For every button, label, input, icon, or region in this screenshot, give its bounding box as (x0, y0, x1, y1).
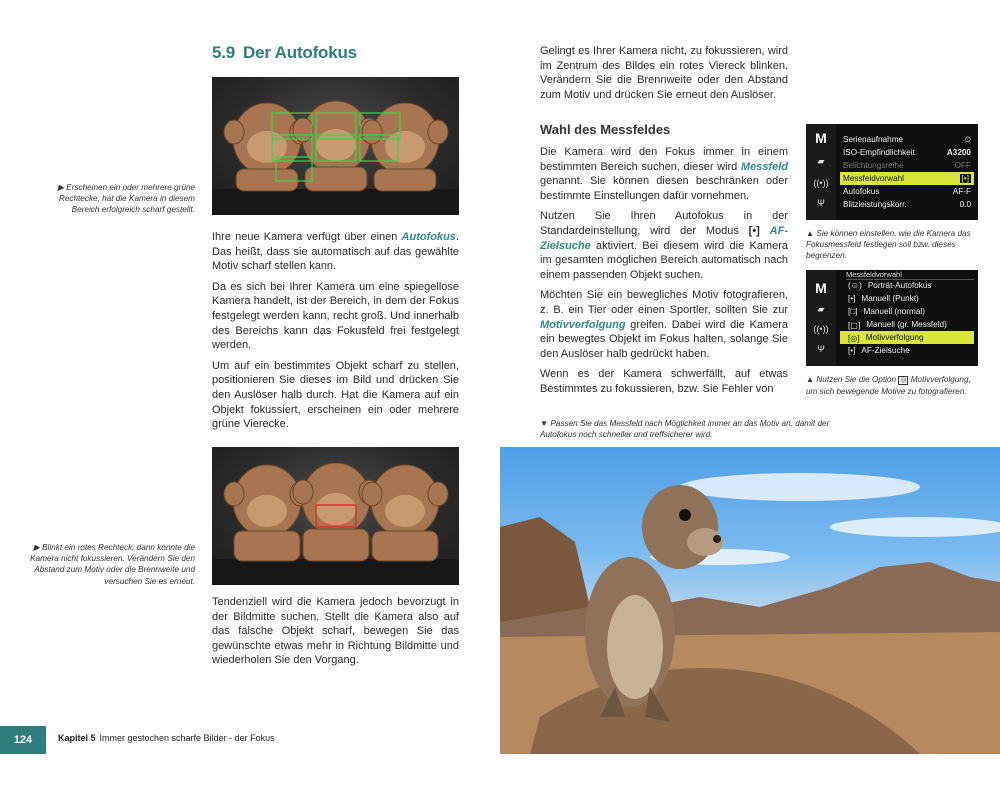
section-heading (212, 43, 357, 63)
wireless-icon: ((•)) (813, 178, 829, 188)
keyword-af-zielsuche: AF-Zielsuche (540, 224, 788, 252)
wrench-icon: Ψ (817, 198, 825, 208)
camera-icon: ▰ (817, 156, 825, 166)
mode-m-icon: M (815, 130, 827, 146)
paragraph-af-zielsuche: Nutzen Sie Ihren Autofokus in der Standardeinstellung, wird der Modus [•] AF-Zielsuche aktiviert. Bei diesem wird die Kamera im gesamten möglichen Bereich automatisch nach einem passenden Objekt suchen. (540, 210, 788, 281)
paragraph-objekt-scharf: Um auf ein bestimmtes Objekt scharf zu stellen, positionieren Sie dieses im Bild und drücken Sie den Auslöser halb durch. Hat die Kamera auf ein Objekt fokussiert, erscheinen ein oder mehrere grüne Vierecke. (212, 359, 459, 431)
paragraph-rotes-viereck: Gelingt es Ihrer Kamera nicht, zu fokussieren, wird im Zentrum des Bildes ein rotes Viereck blinken. Verändern Sie die Brennweite oder den Abstand zum Motiv und drücken Sie erneut den Auslöser. (540, 45, 788, 101)
menu2-row-manuell-punkt[interactable]: [•] Manuell (Punkt) (848, 294, 919, 303)
paragraph-schwerfaellt: Wenn es der Kamera schwerfällt, auf etwas Bestimmtes zu fokussieren, bzw. Sie Fehler von (540, 368, 788, 395)
chapter-footer (58, 733, 275, 743)
menu1-row-serienaufnahme[interactable]: Serienaufnahme ⏲ (843, 134, 971, 144)
camera-menu-1 (806, 124, 978, 220)
keyword-messfeld: Messfeld (740, 160, 788, 173)
chapter-title: Immer gestochen scharfe Bilder - der Fokus (99, 733, 275, 743)
caption-menu-2: ▲ Nutzen Sie die Option ◎ Motivverfolgung, um sich bewegende Motive zu fotografieren. (806, 375, 971, 397)
menu2-title: Messfeldvorwahl (846, 270, 974, 280)
monkeys-illustration (212, 77, 459, 215)
section-number: 5.9 (212, 43, 236, 62)
wireless-icon-2: ((•)) (813, 324, 829, 334)
left-column-text-2 (212, 595, 459, 674)
menu1-row-autofokus[interactable]: Autofokus AF-F (843, 187, 971, 196)
wrench-icon-2: Ψ (817, 344, 825, 354)
monkeys-photo-green-focus (212, 77, 459, 215)
paragraph-bildmitte: Tendenziell wird die Kamera jedoch bevorzugt in der Bildmitte suchen. Stellt die Kamera also auf das falsche Objekt scharf, bewegen Sie das gewünschte etwas mehr in Richtung Bildmitte und wiederholen Sie den Vorgang. (212, 596, 459, 667)
monkeys-photo-red-focus (212, 447, 459, 585)
menu2-row-af-zielsuche[interactable]: [•] AF-Zielsuche (848, 346, 910, 355)
chapter-label: Kapitel 5 (58, 733, 96, 743)
paragraph-autofokus: Ihre neue Kamera verfügt über einen Autofokus. Das heißt, dass sie automatisch auf das gewählte Motiv scharf stellen kann. (212, 231, 459, 273)
camera-menu-2 (806, 270, 978, 366)
menu2-row-motivverfolgung[interactable]: [◎] Motivverfolgung (840, 331, 974, 344)
left-column-text (212, 230, 459, 438)
section-title: Der Autofokus (243, 43, 357, 62)
monkeys-illustration-2 (212, 447, 459, 585)
keyword-motivverfolgung: Motivverfolgung (540, 318, 626, 331)
menu2-row-portrait-af[interactable]: (☺) Porträt-Autofokus (848, 281, 932, 290)
squirrel-photo (500, 447, 1000, 754)
keyword-autofokus: Autofokus (401, 231, 456, 243)
menu1-row-iso[interactable]: ISO-Empfindlichkeit A3200 (843, 148, 971, 157)
caption-squirrel: ▼ Passen Sie das Messfeld nach Möglichkeit immer an das Motiv an, damit der Autofokus noch schneller und treffsicherer wird. (540, 419, 830, 440)
menu1-row-blitz[interactable]: Blitzleistungskorr. 0.0 (843, 200, 971, 209)
menu1-row-belichtungsreihe[interactable]: Belichtungsreihe OFF (843, 161, 971, 170)
right-column-intro (540, 44, 788, 108)
paragraph-spiegellos: Da es sich bei Ihrer Kamera um eine spiegellose Kamera handelt, ist der Bereich, in dem der Fokus festgelegt werden kann, recht groß. Und innerhalb des Bereichs kann das Fokusfeld frei festgelegt werden. (212, 280, 459, 352)
af-target-icon: [•] (748, 224, 760, 237)
caption-green-focus: ▶ Erscheinen ein oder mehrere grüne Rechtecke, hat die Kamera in diesem Bereich erfolgreich scharf gestellt. (57, 183, 195, 215)
caption-red-focus: ▶ Blinkt ein rotes Rechteck, dann konnte die Kamera nicht fokussieren. Verändern Sie den Abstand zum Motiv oder die Brennweite und versuchen Sie es erneut. (30, 543, 195, 586)
menu2-row-manuell-gross[interactable]: [▢] Manuell (gr. Messfeld) (848, 320, 947, 330)
tracking-icon: ◎ (900, 377, 907, 384)
subheading-messfeld: Wahl des Messfeldes (540, 122, 671, 137)
paragraph-messfeld: Die Kamera wird den Fokus immer in einem bestimmten Bereich suchen, dieser wird Messfeld genannt. Sie können diesen beschränken oder bestimmte Einstellungen dafür vornehmen. (540, 146, 788, 202)
page-number: 124 (0, 726, 46, 754)
mode-m-icon-2: M (815, 280, 827, 296)
menu1-row-messfeldvorwahl[interactable]: Messfeldvorwahl [•] (840, 172, 974, 185)
caption-menu-1: ▲ Sie können einstellen, wie die Kamera das Fokusmessfeld festlegen soll bzw. dieses begrenzen. (806, 229, 971, 261)
paragraph-motivverfolgung: Möchten Sie ein bewegliches Motiv fotografieren, z. B. ein Tier oder einen Sportler, sollten Sie zur Motivverfolgung greifen. Dabei wird die Kamera ein bewegtes Objekt im Fokus halten, solange Sie den Auslöser halb gedrückt haben. (540, 289, 788, 360)
right-column-text (540, 145, 788, 403)
menu2-row-manuell-normal[interactable]: [□] Manuell (normal) (848, 307, 925, 316)
camera-icon-2: ▰ (817, 304, 825, 314)
squirrel-illustration (500, 447, 1000, 754)
